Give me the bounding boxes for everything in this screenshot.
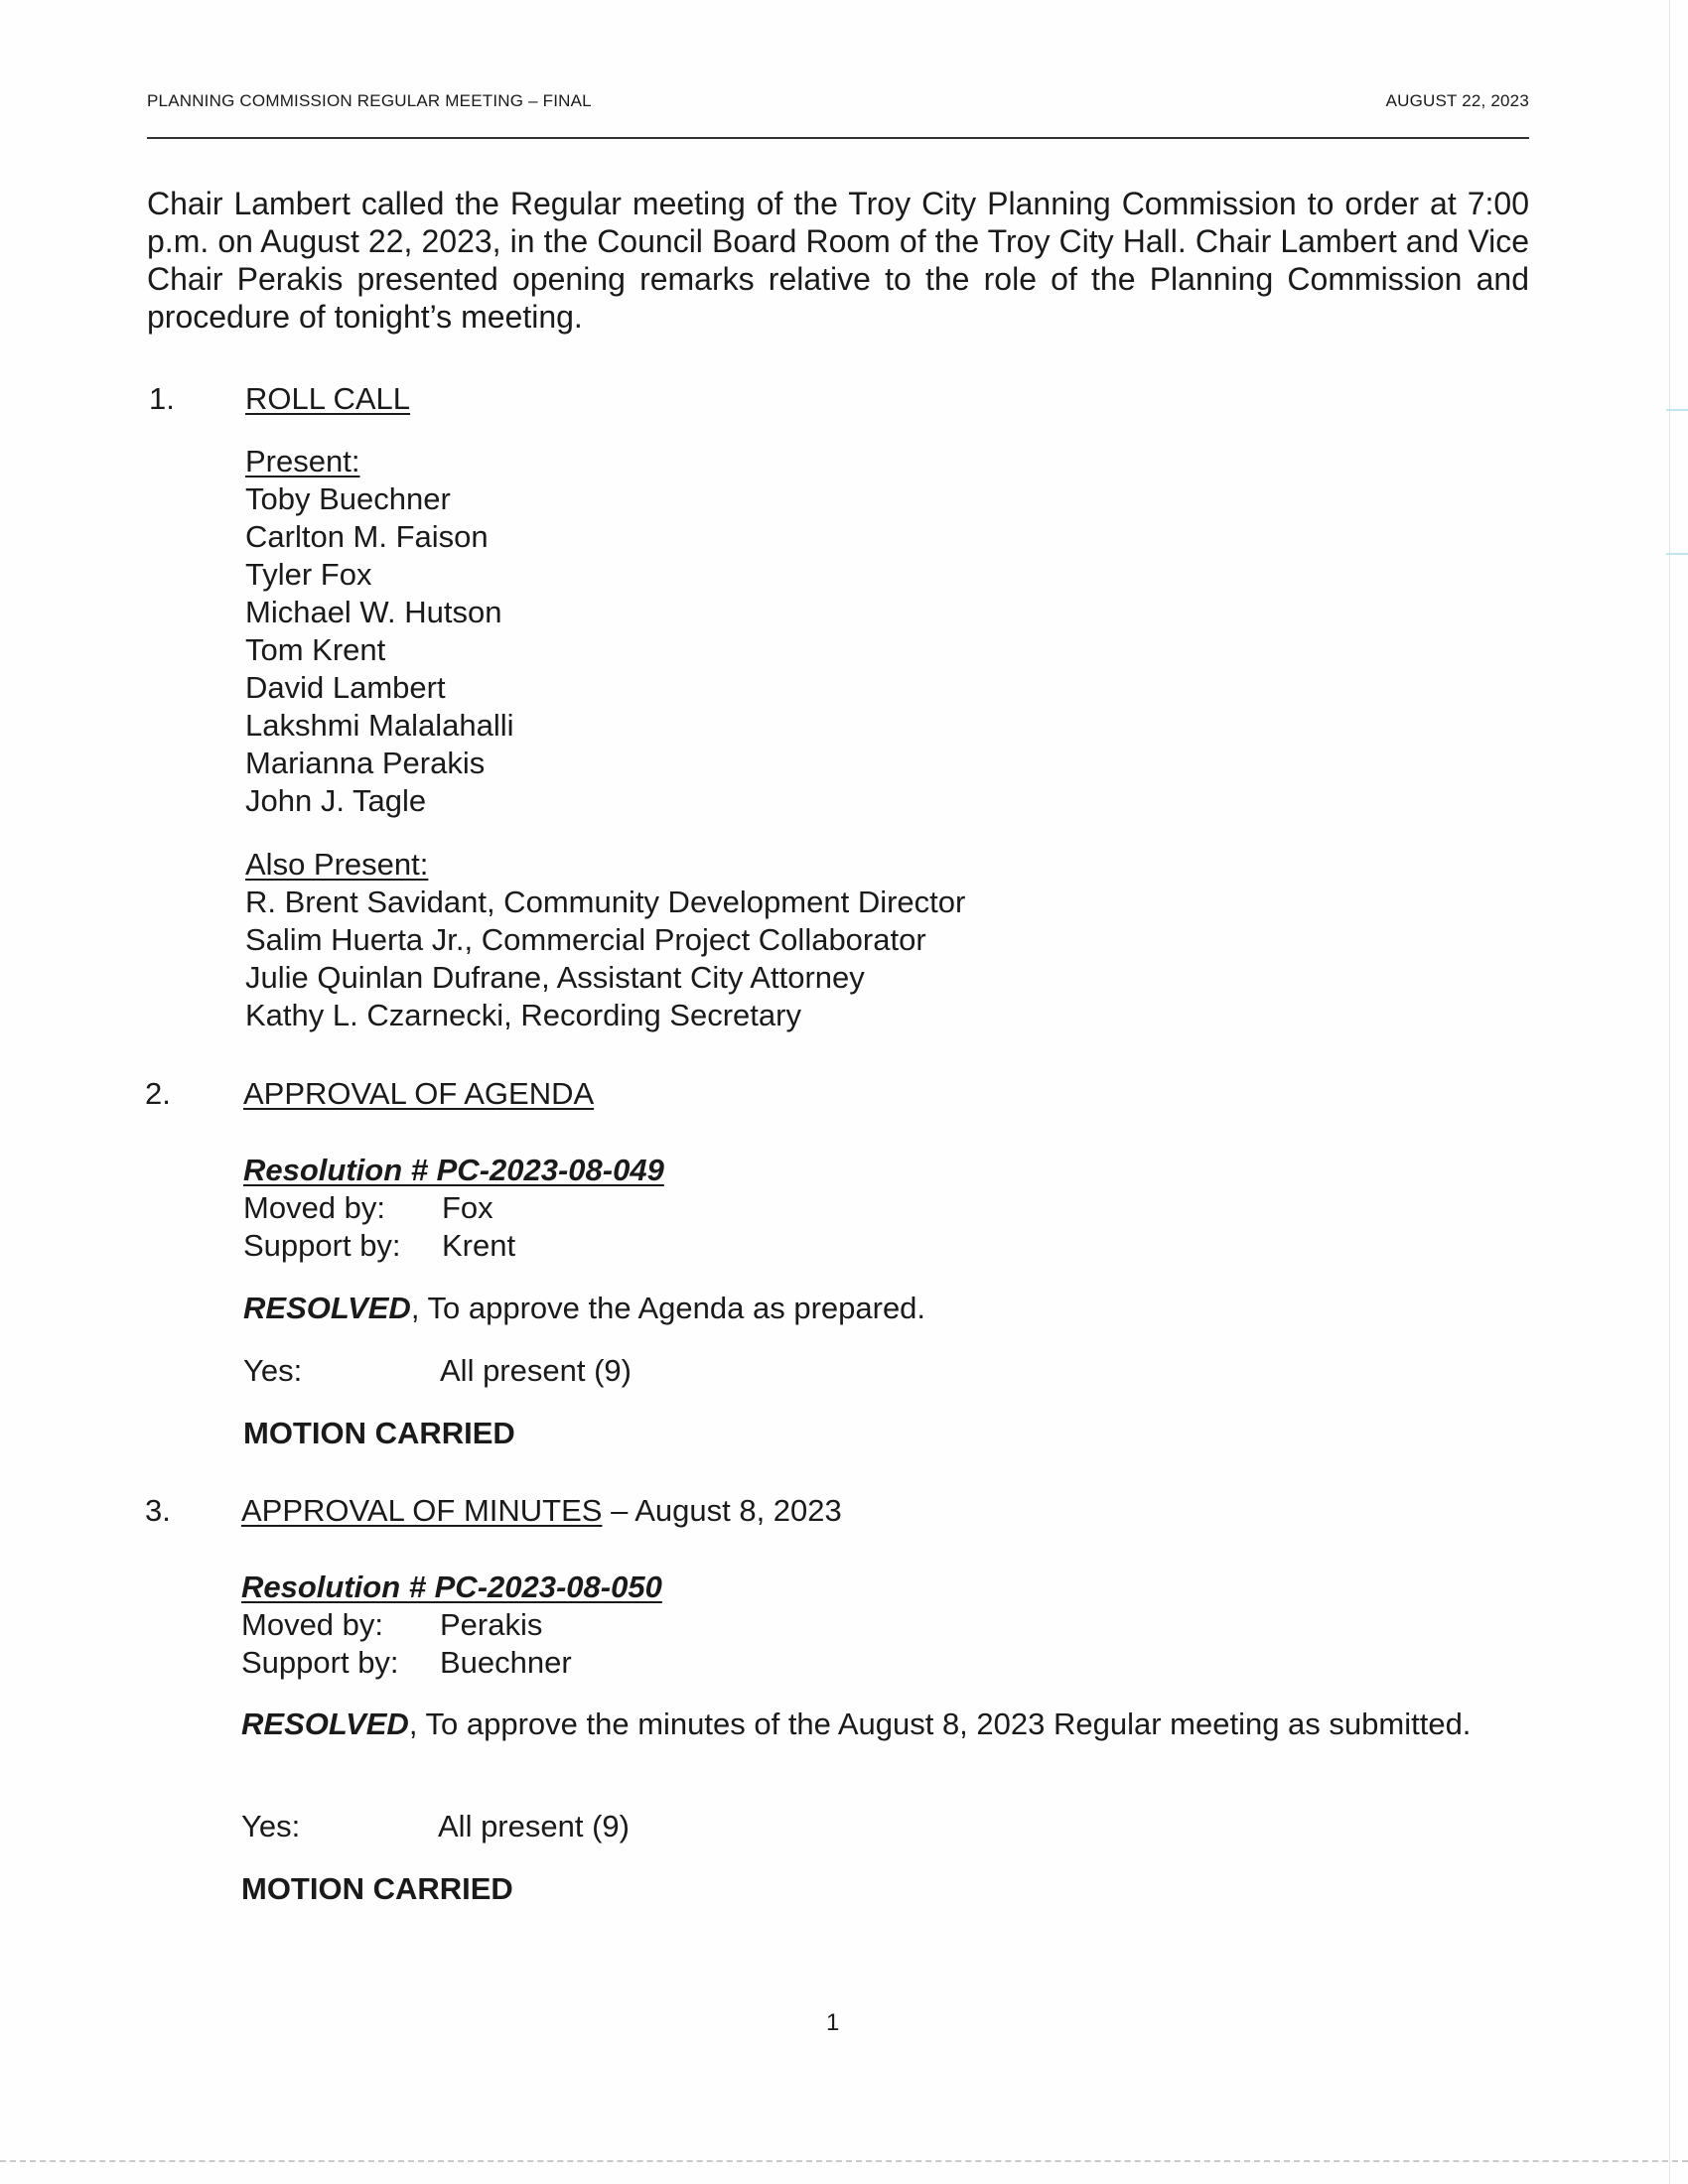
intro-paragraph: Chair Lambert called the Regular meeting of the Troy City Planning Commission to order at 7:00 p.m. on August 22, 2023, in the Council Board Room of the Troy City Hall. Chair Lambert and Vice Chair Perakis presented opening remarks relative to the role of the Planning Commission and procedure of tonight’s meeting. (147, 186, 1529, 335)
moved-label: Moved by: (243, 1190, 386, 1225)
support-value: Buechner (440, 1645, 572, 1680)
minutes-motion-status: MOTION CARRIED (241, 1871, 513, 1906)
present-member: Marianna Perakis (245, 746, 486, 780)
also-present-label: Also Present: (245, 847, 429, 882)
yes-value: All present (9) (440, 1353, 632, 1388)
yes-value: All present (9) (438, 1809, 630, 1843)
support-label: Support by: (241, 1645, 399, 1680)
page-number: 1 (826, 2009, 840, 2036)
present-label: Present: (245, 444, 360, 478)
support-label: Support by: (243, 1228, 401, 1263)
resolution-number: Resolution # PC-2023-08-050 (241, 1570, 662, 1604)
scan-edge (1669, 0, 1670, 2184)
header-title: PLANNING COMMISSION REGULAR MEETING – FINAL (147, 91, 592, 110)
also-present-member: Kathy L. Czarnecki, Recording Secretary (245, 998, 801, 1032)
section-title-minutes: APPROVAL OF MINUTES – August 8, 2023 (241, 1493, 842, 1528)
resolution-number: Resolution # PC-2023-08-049 (243, 1153, 664, 1187)
header-divider (147, 137, 1529, 139)
moved-value: Perakis (440, 1607, 543, 1642)
scan-mark (1666, 409, 1688, 411)
also-present-list (245, 846, 965, 1034)
yes-label: Yes: (243, 1353, 303, 1388)
section-title-roll-call: ROLL CALL (245, 381, 410, 416)
moved-label: Moved by: (241, 1607, 384, 1642)
section-number: 2. (145, 1076, 171, 1111)
section-number: 3. (145, 1493, 171, 1528)
present-member: Tyler Fox (245, 557, 372, 592)
section-title-agenda: APPROVAL OF AGENDA (243, 1076, 595, 1111)
header-date: AUGUST 22, 2023 (1385, 91, 1529, 110)
present-member: Carlton M. Faison (245, 519, 489, 554)
present-member: Toby Buechner (245, 481, 451, 516)
also-present-member: Salim Huerta Jr., Commercial Project Collaborator (245, 922, 926, 957)
agenda-motion-status: MOTION CARRIED (243, 1416, 515, 1450)
present-member: John J. Tagle (245, 783, 427, 818)
minutes-resolution-block (241, 1569, 662, 1682)
section-number: 1. (149, 381, 175, 416)
yes-label: Yes: (241, 1809, 301, 1843)
moved-value: Fox (442, 1190, 493, 1225)
present-member: David Lambert (245, 670, 446, 705)
present-member: Tom Krent (245, 632, 386, 667)
minutes-resolved-text: RESOLVED, To approve the minutes of the August 8, 2023 Regular meeting as submitted. (241, 1706, 1472, 1741)
support-value: Krent (442, 1228, 516, 1263)
present-member: Michael W. Hutson (245, 595, 502, 629)
minutes-vote (241, 1809, 630, 1844)
agenda-resolution-block (243, 1152, 664, 1265)
also-present-member: Julie Quinlan Dufrane, Assistant City Attorney (245, 960, 865, 995)
agenda-resolved-text: RESOLVED, To approve the Agenda as prepared. (243, 1291, 926, 1325)
present-member: Lakshmi Malalahalli (245, 708, 514, 743)
agenda-vote (243, 1353, 632, 1389)
present-list (245, 443, 514, 820)
scan-bottom-edge (0, 2160, 1688, 2162)
also-present-member: R. Brent Savidant, Community Development Director (245, 885, 966, 919)
scan-mark (1666, 553, 1688, 555)
